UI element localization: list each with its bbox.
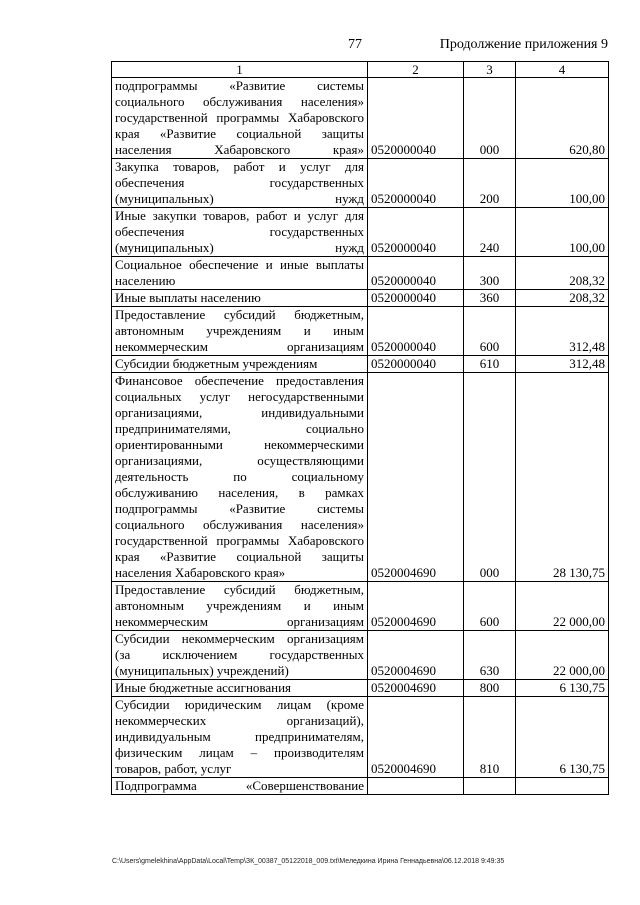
- row-target-code: 0520000040: [368, 159, 464, 208]
- table-row: [112, 356, 609, 373]
- row-expense-type: 200: [464, 159, 516, 208]
- row-description: Закупка товаров, работ и услуг для обеспечения государственных (муниципальных) нужд: [112, 159, 368, 208]
- footer-file-path: C:\Users\gmelekhina\AppData\Local\Temp\ЗК_00387_05122018_009.txt\Меледкина Ирина Геннадьевна\06.12.2018 9:49:35: [112, 858, 505, 865]
- table-row: [112, 78, 609, 159]
- table-row: [112, 680, 609, 697]
- row-description: подпрограммы «Развитие системы социального обслуживания населения» государственной программы Хабаровского края «Развитие социальной защиты населения Хабаровского края»: [112, 78, 368, 159]
- table-row: [112, 373, 609, 582]
- table-header-row: [112, 62, 609, 78]
- table-row: [112, 778, 609, 795]
- row-expense-type: 300: [464, 257, 516, 290]
- row-description: Социальное обеспечение и иные выплаты населению: [112, 257, 368, 290]
- row-target-code: 0520000040: [368, 290, 464, 307]
- column-header-4: 4: [516, 62, 609, 78]
- table-row: [112, 290, 609, 307]
- row-expense-type: [464, 778, 516, 795]
- table-row: [112, 159, 609, 208]
- page-number: 77: [348, 37, 362, 52]
- row-description: Предоставление субсидий бюджетным, автономным учреждениям и иным некоммерческим организациям: [112, 307, 368, 356]
- table-row: [112, 582, 609, 631]
- row-amount: 312,48: [516, 356, 609, 373]
- row-target-code: 0520000040: [368, 307, 464, 356]
- row-expense-type: 600: [464, 307, 516, 356]
- row-target-code: 0520004690: [368, 631, 464, 680]
- row-target-code: 0520000040: [368, 78, 464, 159]
- row-target-code: 0520004690: [368, 582, 464, 631]
- row-amount: 620,80: [516, 78, 609, 159]
- row-amount: 6 130,75: [516, 680, 609, 697]
- budget-table: [111, 61, 609, 795]
- row-target-code: 0520004690: [368, 697, 464, 778]
- table-row: [112, 697, 609, 778]
- row-description: Субсидии некоммерческим организациям (за исключением государственных (муниципальных) учреждений): [112, 631, 368, 680]
- row-target-code: [368, 778, 464, 795]
- column-header-1: 1: [112, 62, 368, 78]
- row-amount: 100,00: [516, 159, 609, 208]
- row-amount: 28 130,75: [516, 373, 609, 582]
- row-amount: 312,48: [516, 307, 609, 356]
- row-description: Иные бюджетные ассигнования: [112, 680, 368, 697]
- row-target-code: 0520004690: [368, 680, 464, 697]
- table-row: [112, 208, 609, 257]
- row-description: Подпрограмма «Совершенствование: [112, 778, 368, 795]
- continuation-heading: Продолжение приложения 9: [439, 37, 608, 52]
- row-expense-type: 240: [464, 208, 516, 257]
- row-amount: 100,00: [516, 208, 609, 257]
- row-expense-type: 000: [464, 78, 516, 159]
- row-amount: [516, 778, 609, 795]
- row-amount: 208,32: [516, 257, 609, 290]
- row-target-code: 0520004690: [368, 373, 464, 582]
- table-row: [112, 307, 609, 356]
- row-description: Субсидии бюджетным учреждениям: [112, 356, 368, 373]
- row-description: Финансовое обеспечение предоставления социальных услуг негосударственными организациями, индивидуальными предпринимателями, социально ориентированными некоммерческими организациями, осуществляющими деятельность по социальному обслуживанию населения, в рамках подпрограммы «Развитие системы социального обслуживания населения» государственной программы Хабаровского края «Развитие социальной защиты населения Хабаровского края»: [112, 373, 368, 582]
- row-amount: 6 130,75: [516, 697, 609, 778]
- column-header-2: 2: [368, 62, 464, 78]
- row-description: Субсидии юридическим лицам (кроме некоммерческих организаций), индивидуальным предпринимателям, физическим лицам – производителям товаров, работ, услуг: [112, 697, 368, 778]
- table-row: [112, 631, 609, 680]
- column-header-3: 3: [464, 62, 516, 78]
- row-amount: 208,32: [516, 290, 609, 307]
- row-description: Иные выплаты населению: [112, 290, 368, 307]
- row-description: Иные закупки товаров, работ и услуг для обеспечения государственных (муниципальных) нужд: [112, 208, 368, 257]
- row-description: Предоставление субсидий бюджетным, автономным учреждениям и иным некоммерческим организациям: [112, 582, 368, 631]
- row-amount: 22 000,00: [516, 582, 609, 631]
- row-target-code: 0520000040: [368, 208, 464, 257]
- row-expense-type: 600: [464, 582, 516, 631]
- row-expense-type: 610: [464, 356, 516, 373]
- row-expense-type: 360: [464, 290, 516, 307]
- row-expense-type: 810: [464, 697, 516, 778]
- table-row: [112, 257, 609, 290]
- row-target-code: 0520000040: [368, 257, 464, 290]
- row-expense-type: 800: [464, 680, 516, 697]
- row-target-code: 0520000040: [368, 356, 464, 373]
- row-expense-type: 630: [464, 631, 516, 680]
- row-expense-type: 000: [464, 373, 516, 582]
- row-amount: 22 000,00: [516, 631, 609, 680]
